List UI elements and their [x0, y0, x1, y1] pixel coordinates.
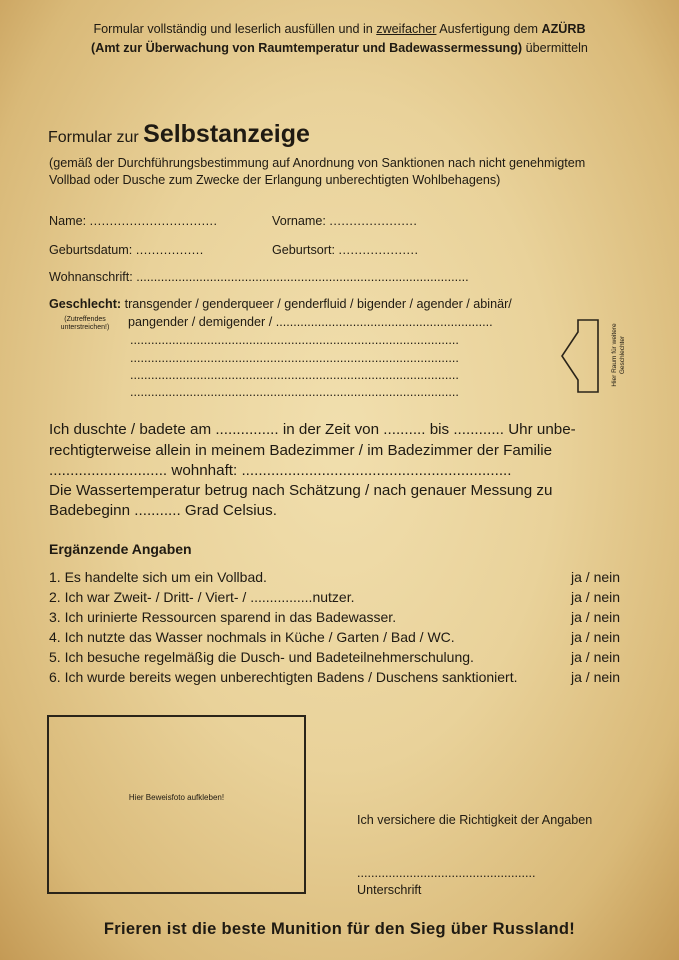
list-item: 6. Ich wurde bereits wegen unberechtigten Badens / Duschens sanktioniert.: [49, 669, 518, 685]
geschlecht-line-2[interactable]: pangender / demigender / ..............................................................: [128, 315, 493, 329]
geschlecht-extra-line[interactable]: ..............................................................................................: [130, 385, 459, 399]
signature-label: Unterschrift: [357, 883, 422, 897]
list-item: 3. Ich urinierte Ressourcen sparend in das Badewasser.: [49, 609, 397, 625]
slogan: Frieren ist die beste Munition für den Sieg über Russland!: [103, 920, 576, 938]
paragraph-line: ............................ wohnhaft: ................................................................: [49, 462, 512, 479]
paragraph-line: Die Wassertemperatur betrug nach Schätzung / nach genauer Messung zu: [49, 482, 553, 499]
name-field[interactable]: Name: ................................: [49, 214, 218, 228]
ja-nein-choice[interactable]: ja / nein: [571, 629, 621, 645]
list-item: 5. Ich besuche regelmäßig die Dusch- und Badeteilnehmerschulung.: [49, 649, 474, 665]
geschlecht-extra-line[interactable]: ..............................................................................................: [130, 368, 459, 382]
geschlecht-extra-line[interactable]: ..............................................................................................: [130, 351, 459, 365]
form-title: Formular zur Selbstanzeige: [48, 120, 310, 148]
list-item: 2. Ich war Zweit- / Dritt- / Viert- / ................nutzer.: [49, 589, 355, 605]
confirm-text: Ich versichere die Richtigkeit der Angaben: [357, 813, 593, 827]
paragraph-line: Ich duschte / badete am ............... in der Zeit von .......... bis ............ Uhr unbe-: [49, 421, 576, 438]
geburtsdatum-field[interactable]: Geburtsdatum: .................: [49, 243, 204, 257]
side-note: Hier Raum für weitere Geschlechter: [611, 323, 626, 387]
ja-nein-choice[interactable]: ja / nein: [571, 609, 621, 625]
underline-note: (Zutreffendes unterstreichen!): [60, 316, 110, 331]
subtitle-line-2: Vollbad oder Dusche zum Zwecke der Erlangung unberechtigten Wohlbehagens): [49, 173, 501, 187]
geschlecht-line-1[interactable]: Geschlecht: transgender / genderqueer / genderfluid / bigender / agender / abinär/: [49, 297, 512, 311]
photo-label: Hier Beweisfoto aufkleben!: [128, 793, 225, 802]
header-line-1: Formular vollständig und leserlich ausfüllen und in zweifacher Ausfertigung dem AZÜRB: [93, 22, 586, 36]
geburtsort-field[interactable]: Geburtsort: ....................: [272, 243, 419, 257]
list-item: 4. Ich nutzte das Wasser nochmals in Küche / Garten / Bad / WC.: [49, 629, 455, 645]
supplement-heading: Ergänzende Angaben: [49, 541, 192, 557]
signature-line[interactable]: ...................................................: [357, 866, 536, 880]
left-arrow-icon: [560, 318, 600, 394]
wohnanschrift-field[interactable]: Wohnanschrift: ...............................................................................................: [49, 270, 469, 284]
paragraph-line: rechtigterweise allein in meinem Badezimmer / im Badezimmer der Familie: [49, 442, 553, 459]
ja-nein-choice[interactable]: ja / nein: [571, 649, 621, 665]
ja-nein-choice[interactable]: ja / nein: [571, 569, 621, 585]
geschlecht-extra-line[interactable]: ..............................................................................................: [130, 333, 459, 347]
photo-box[interactable]: [47, 715, 306, 894]
ja-nein-choice[interactable]: ja / nein: [571, 669, 621, 685]
subtitle-line-1: (gemäß der Durchführungsbestimmung auf Anordnung von Sanktionen nach nicht genehmigtem: [49, 156, 586, 170]
list-item: 1. Es handelte sich um ein Vollbad.: [49, 569, 267, 585]
paragraph-line: Badebeginn ........... Grad Celsius.: [49, 502, 277, 519]
ja-nein-choice[interactable]: ja / nein: [571, 589, 621, 605]
vorname-field[interactable]: Vorname: ......................: [272, 214, 418, 228]
header-line-2: (Amt zur Überwachung von Raumtemperatur und Badewassermessung) übermitteln: [91, 41, 588, 55]
